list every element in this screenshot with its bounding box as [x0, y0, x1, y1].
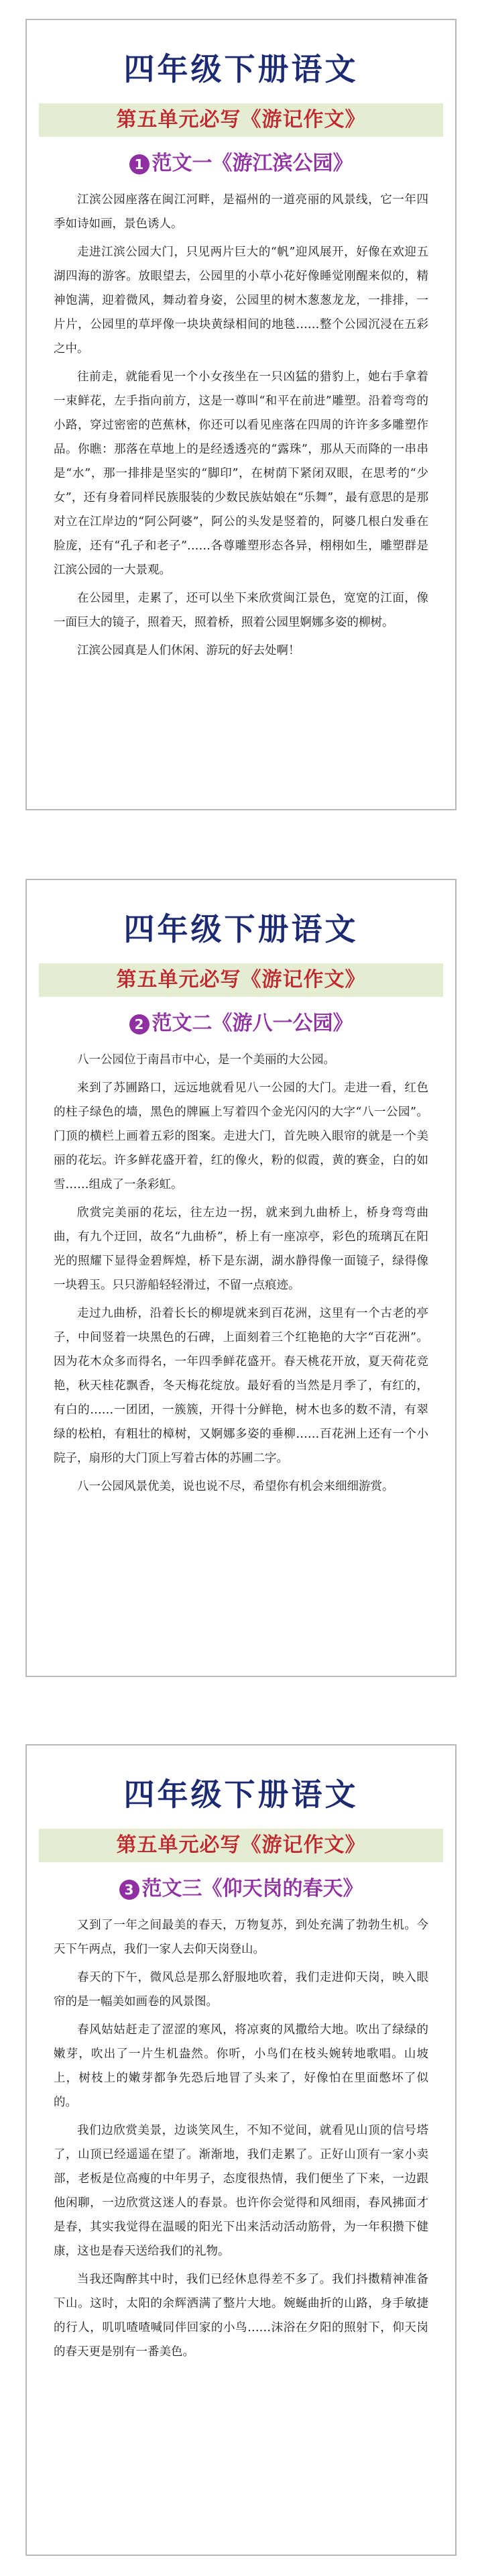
unit-label: 第五单元必写《游记作文》: [39, 963, 443, 997]
paragraph: 我们边欣赏美景，边谈笑风生，不知不觉间，就看见山顶的信号塔了，山顶已经遥遥在望了。渐渐地，我们走累了。正好山顶有一家小卖部，老板是位高瘦的中年男子，态度很热情，我们便坐了下来，一边跟他闲聊，一边欣赏这迷人的春景。也许你会觉得和风细雨，春风拂面才是春，其实我觉得在温暖的阳光下出来活动活动筋骨，为一年积攒下健康，这也是春天送给我们的礼物。: [54, 2124, 428, 2258]
paragraph: 八一公园风景优美，说也说不尽，希望你有机会来细细游赏。: [77, 1480, 394, 1493]
paragraph: 走进江滨公园大门，只见两片巨大的“帆”迎风展开，好像在欢迎五湖四海的游客。放眼望去，公园里的小草小花好像睡觉刚醒来似的，精神饱满，迎着微风，舞动着身姿，公园里的树木葱葱龙龙，一排排，一片片，公园里的草坪像一块块黄绿相间的地毯……整个公园沉浸在五彩之中。: [54, 246, 428, 356]
paragraph: 往前走，就能看见一个小女孩坐在一只凶猛的猎豹上，她右手拿着一束鲜花，左手指向前方，这是一尊叫“和平在前进”雕塑。沿着弯弯的小路，穿过密密的芭蕉林，你还可以看见座落在四周的许许多多雕塑作品。你瞧：那落在草地上的是经透透亮的“露珠”，那从天而降的一串串是“水”，那一排排是坚实的“脚印”，在树荫下紧闭双眼，在思考的“少女”，还有身着同样民族服装的少数民族姑娘在“乐舞”，最有意思的是那对立在江岸边的“阿公阿婆”，阿公的头发是竖着的，阿婆几根白发垂在脸庞，还有“孔子和老子”……各尊雕塑形态各异，栩栩如生，雕塑群是江滨公园的一大景观。: [54, 370, 428, 577]
essay-body: [54, 188, 428, 663]
essay-card-1: [25, 19, 457, 810]
essay-body: [54, 1048, 428, 1499]
essay-card-2: [25, 879, 457, 1677]
essay-title-text: 范文二《游八一公园》: [152, 1012, 353, 1035]
paragraph: 江滨公园座落在闽江河畔，是福州的一道亮丽的风景线，它一年四季如诗如画，景色诱人。: [54, 193, 428, 231]
paragraph: 欣赏完美丽的花坛，往左边一拐，就来到九曲桥上，桥身弯弯曲曲，有九个迂回，故名“九曲桥”，桥上有一座凉亭，彩色的琉璃瓦在阳光的照耀下显得金碧辉煌，桥下是东湖，湖水静得像一面镜子，绿得像一块碧玉。只只游船轻轻滑过，不留一点痕迹。: [54, 1206, 428, 1292]
page-title: 四年级下册语文: [123, 911, 359, 947]
paragraph: 春天的下午，微风总是那么舒服地吹着，我们走进仰天岗，映入眼帘的是一幅美如画卷的风景图。: [54, 1971, 428, 2008]
unit-label: 第五单元必写《游记作文》: [39, 103, 443, 137]
circled-number-icon: 3: [119, 1880, 139, 1900]
paragraph: 又到了一年之间最美的春天，万物复苏，到处充满了勃勃生机。今天下午两点，我们一家人去仰天岗登山。: [54, 1919, 428, 1956]
paragraph: 当我还陶醉其中时，我们已经休息得差不多了。我们抖擞精神准备下山。这时，太阳的余辉洒满了整片大地。婉蜒曲折的山路，身手敏捷的行人，叽叽喳喳喊同伴回家的小鸟……沫浴在夕阳的照射下，仰天岗的春天更是别有一番美色。: [54, 2273, 428, 2359]
essay-title-text: 范文一《游江滨公园》: [152, 152, 353, 175]
essay-title: [27, 1009, 455, 1038]
page-title: 四年级下册语文: [123, 1776, 359, 1813]
essay-title-text: 范文三《仰天岗的春天》: [141, 1877, 363, 1900]
essay-body: [54, 1913, 428, 2364]
paragraph: 在公园里，走累了，还可以坐下来欣赏闽江景色，宽宽的江面，像一面巨大的镜子，照着天，照着桥，照着公园里婀娜多姿的柳树。: [54, 592, 428, 629]
paragraph: 来到了苏圃路口，远远地就看见八一公园的大门。走进一看，红色的柱子绿色的墙，黑色的牌匾上写着四个金光闪闪的大字“八一公园”。门顶的横栏上画着五彩的图案。走进大门，首先映入眼帘的就是一个美丽的花坛。许多鲜花盛开着，红的像火，粉的似霞，黄的赛金，白的如雪……组成了一条彩虹。: [54, 1081, 428, 1191]
unit-label: 第五单元必写《游记作文》: [39, 1829, 443, 1862]
page-title: 四年级下册语文: [123, 51, 359, 87]
essay-title: [27, 1874, 455, 1904]
essay-title: [27, 149, 455, 178]
circled-number-icon: 2: [129, 1014, 149, 1034]
circled-number-icon: 1: [129, 154, 149, 174]
paragraph: 江滨公园真是人们休闲、游玩的好去处啊！: [77, 644, 300, 657]
paragraph: 八一公园位于南昌市中心，是一个美丽的大公园。: [77, 1053, 335, 1067]
essay-card-3: [25, 1744, 457, 2556]
paragraph: 春风姑姑赶走了涩涩的寒风，将凉爽的风撒给大地。吹出了绿绿的嫩芽，吹出了一片生机盎然。你听，小鸟们在枝头婉转地歌唱。山坡上，树枝上的嫩芽都争先恐后地冒了头来了，好像怕在里面憋坏了似的。: [54, 2023, 428, 2109]
paragraph: 走过九曲桥，沿着长长的柳堤就来到百花洲，这里有一个古老的亭子，中间竖着一块黑色的石碑，上面刻着三个红艳艳的大字“百花洲”。因为花木众多而得名，一年四季鲜花盛开。春天桃花开放，夏天荷花竞艳，秋天桂花飘香，冬天梅花绽放。最好看的当然是月季了，有红的，有白的……一团团，一簇簇，开得十分鲜艳，树木也多的数不清，有翠绿的松柏，有粗壮的樟树，又婀娜多姿的垂柳……百花洲上还有一个小院子，扇形的大门顶上写着古体的苏圃二字。: [54, 1307, 428, 1465]
